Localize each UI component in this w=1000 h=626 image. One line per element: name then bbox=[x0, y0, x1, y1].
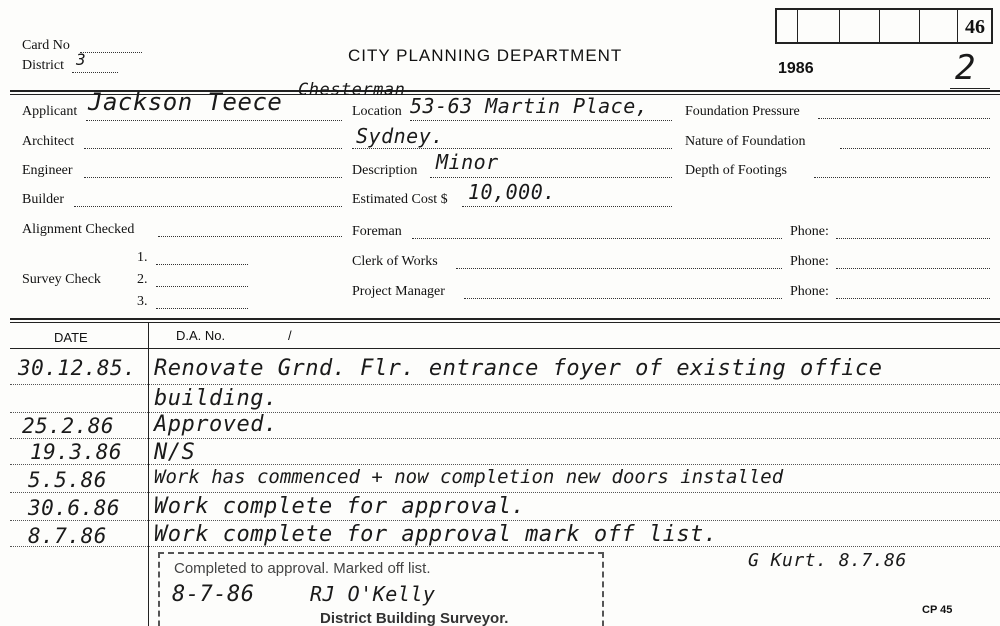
inspector-initials: G Kurt. 8.7.86 bbox=[748, 550, 907, 571]
architect-label: Architect bbox=[22, 134, 75, 149]
location-label: Location bbox=[352, 104, 402, 119]
nature-label: Nature of Foundation bbox=[685, 134, 806, 149]
district-value: 3 bbox=[76, 50, 87, 69]
log-text: Work complete for approval mark off list. bbox=[154, 522, 718, 547]
depth-label: Depth of Footings bbox=[685, 163, 787, 178]
stamp-title: District Building Surveyor. bbox=[320, 610, 509, 626]
cost-label: Estimated Cost $ bbox=[352, 192, 448, 207]
applicant-label: Applicant bbox=[22, 104, 78, 119]
district-label: District bbox=[22, 58, 64, 73]
foreman-label: Foreman bbox=[352, 224, 402, 239]
survey-item-2: 2. bbox=[137, 272, 148, 287]
foreman-phone-label: Phone: bbox=[790, 224, 829, 239]
survey-label: Survey Check bbox=[22, 272, 101, 287]
description-label: Description bbox=[352, 163, 418, 178]
log-text: Work complete for approval. bbox=[154, 494, 526, 519]
log-date: 25.2.86 bbox=[22, 414, 115, 438]
log-text: Approved. bbox=[154, 412, 278, 437]
log-date: 30.12.85. bbox=[18, 356, 137, 380]
handwritten-number: 2 bbox=[955, 48, 976, 88]
da-slash: / bbox=[288, 328, 292, 343]
year: 1986 bbox=[778, 60, 814, 77]
foundation-pressure-label: Foundation Pressure bbox=[685, 104, 800, 119]
applicant-value: Jackson Teece bbox=[88, 88, 283, 116]
applicant-extra: Chesterman bbox=[298, 80, 406, 100]
pm-label: Project Manager bbox=[352, 284, 445, 299]
log-text: Work has commenced + now completion new doors installed bbox=[154, 466, 784, 488]
log-date: 5.5.86 bbox=[28, 468, 107, 492]
log-text: Renovate Grnd. Flr. entrance foyer of existing office bbox=[154, 356, 883, 381]
da-header: D.A. No. bbox=[176, 328, 226, 343]
clerk-phone-label: Phone: bbox=[790, 254, 829, 269]
description-value: Minor bbox=[436, 150, 499, 174]
pm-phone-label: Phone: bbox=[790, 284, 829, 299]
log-date: 8.7.86 bbox=[28, 524, 107, 548]
survey-item-3: 3. bbox=[137, 294, 148, 309]
stamp-signature: RJ O'Kelly bbox=[310, 582, 436, 606]
stamp-line1: Completed to approval. Marked off list. bbox=[174, 560, 431, 577]
log-text: building. bbox=[154, 386, 278, 411]
engineer-label: Engineer bbox=[22, 163, 73, 178]
stamp-date: 8-7-86 bbox=[172, 582, 255, 607]
log-date: 19.3.86 bbox=[30, 440, 123, 464]
alignment-label: Alignment Checked bbox=[22, 222, 135, 237]
builder-label: Builder bbox=[22, 192, 64, 207]
form-code: CP 45 bbox=[922, 604, 953, 616]
clerk-label: Clerk of Works bbox=[352, 254, 438, 269]
log-date: 30.6.86 bbox=[28, 496, 121, 520]
date-header: DATE bbox=[54, 330, 88, 345]
location-value-line1: 53-63 Martin Place, bbox=[410, 94, 649, 118]
log-text: N/S bbox=[154, 440, 196, 465]
approval-stamp bbox=[158, 552, 604, 626]
box-number: 46 bbox=[965, 16, 985, 38]
card-no-label: Card No bbox=[22, 38, 70, 53]
department-title: CITY PLANNING DEPARTMENT bbox=[348, 46, 623, 65]
cost-value: 10,000. bbox=[468, 180, 556, 204]
location-value-line2: Sydney. bbox=[356, 124, 444, 148]
survey-item-1: 1. bbox=[137, 250, 148, 265]
number-box-row bbox=[775, 8, 993, 44]
